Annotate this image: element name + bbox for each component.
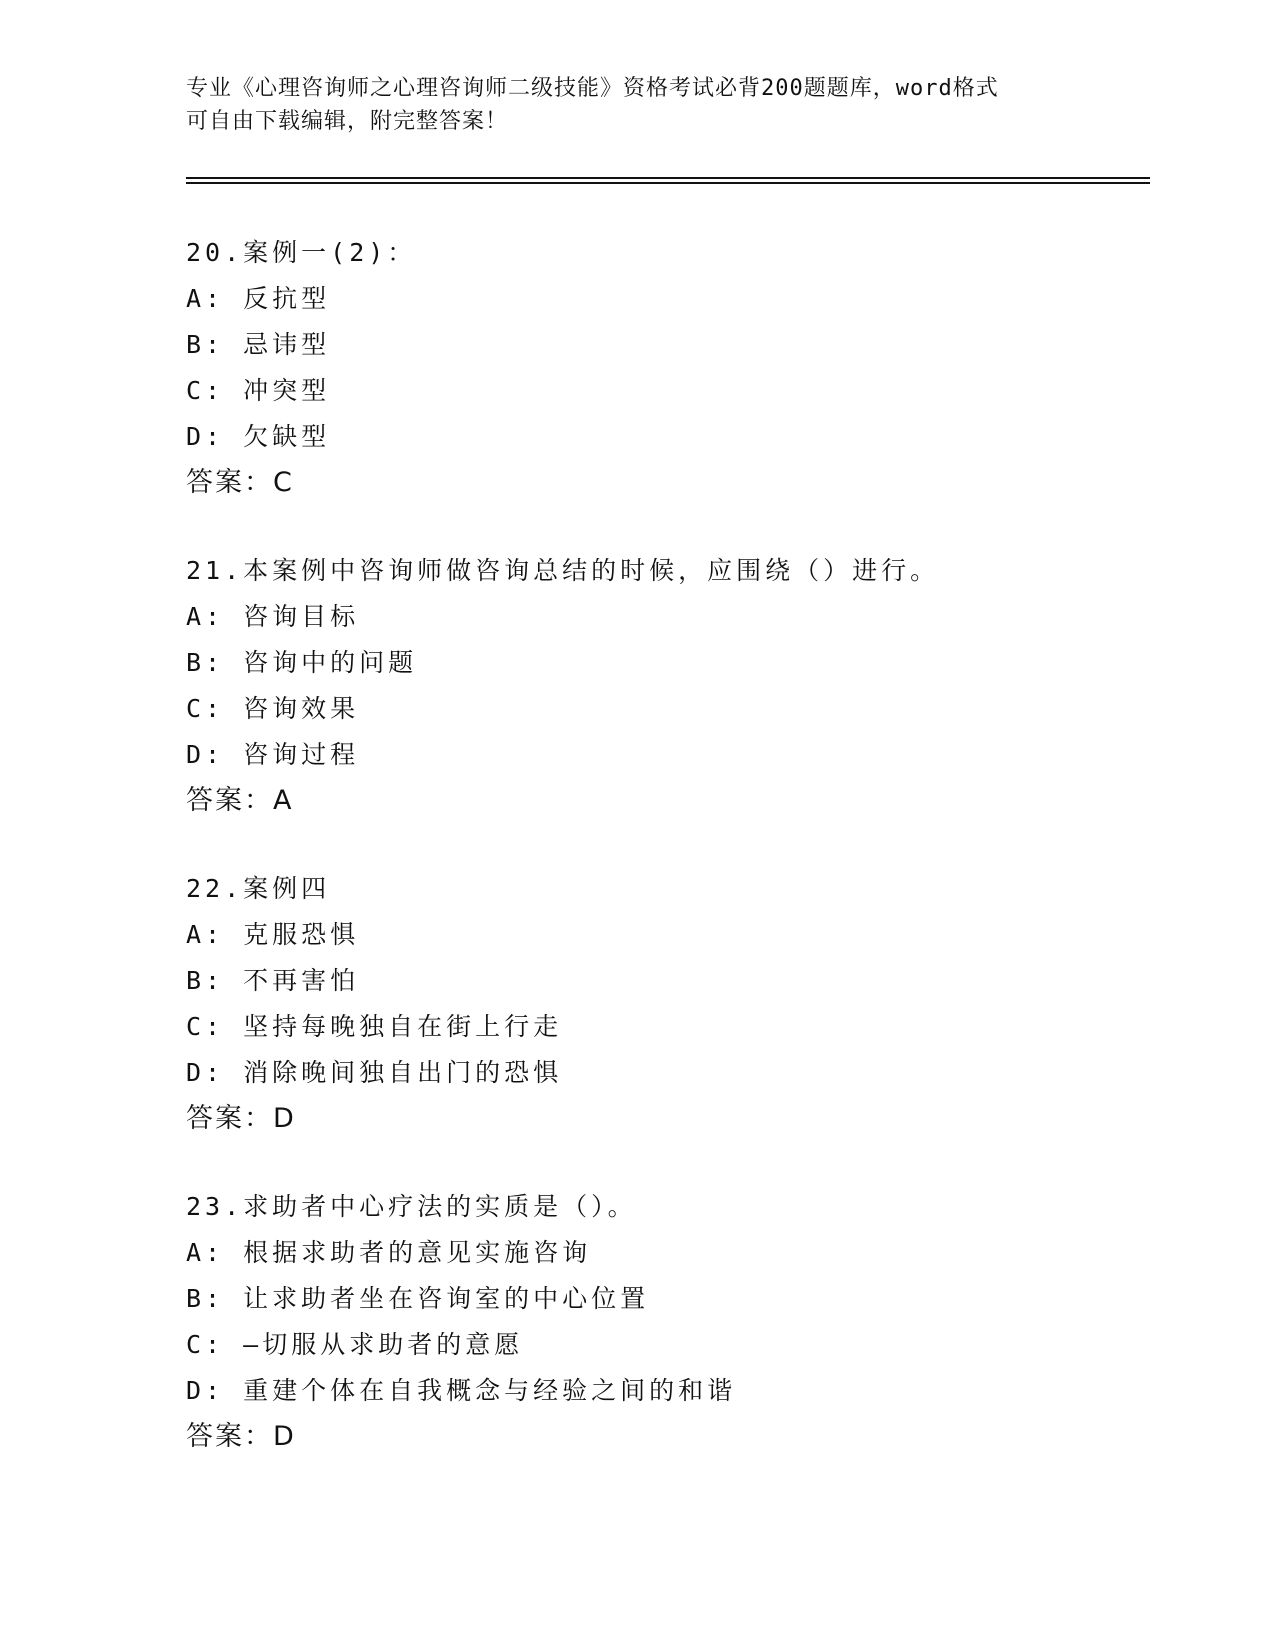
document-header bbox=[186, 72, 1086, 138]
question-stem: 20.案例一(2)： bbox=[186, 238, 417, 267]
answer-line: 答案：D bbox=[186, 1421, 296, 1452]
option-b: B: 让求助者坐在咨询室的中心位置 bbox=[186, 1284, 650, 1313]
option-a: A: 根据求助者的意见实施咨询 bbox=[186, 1238, 592, 1267]
header-divider-top bbox=[186, 177, 1150, 179]
option-c: C: 冲突型 bbox=[186, 376, 331, 405]
question-20 bbox=[186, 230, 1146, 506]
option-a: A: 咨询目标 bbox=[186, 602, 360, 631]
option-b: B: 不再害怕 bbox=[186, 966, 360, 995]
option-a: A: 反抗型 bbox=[186, 284, 331, 313]
question-list bbox=[186, 230, 1146, 1502]
option-a: A: 克服恐惧 bbox=[186, 920, 360, 949]
answer-line: 答案：C bbox=[186, 467, 294, 498]
answer-line: 答案：D bbox=[186, 1103, 296, 1134]
option-d: D: 咨询过程 bbox=[186, 740, 360, 769]
question-stem: 23.求助者中心疗法的实质是（）。 bbox=[186, 1192, 637, 1221]
header-line-2: 可自由下载编辑，附完整答案！ bbox=[186, 109, 509, 134]
option-c: C: —切服从求助者的意愿 bbox=[186, 1330, 524, 1359]
question-22 bbox=[186, 866, 1146, 1142]
option-c: C: 坚持每晚独自在街上行走 bbox=[186, 1012, 563, 1041]
option-d: D: 消除晚间独自出门的恐惧 bbox=[186, 1058, 563, 1087]
header-divider-bottom bbox=[186, 182, 1150, 184]
question-23 bbox=[186, 1184, 1146, 1460]
question-stem: 22.案例四 bbox=[186, 874, 331, 903]
option-b: B: 忌讳型 bbox=[186, 330, 331, 359]
option-d: D: 欠缺型 bbox=[186, 422, 331, 451]
option-c: C: 咨询效果 bbox=[186, 694, 360, 723]
option-b: B: 咨询中的问题 bbox=[186, 648, 418, 677]
question-21 bbox=[186, 548, 1146, 824]
header-line-1: 专业《心理咨询师之心理咨询师二级技能》资格考试必背200题题库，word格式 bbox=[186, 76, 999, 101]
question-stem: 21.本案例中咨询师做咨询总结的时候，应围绕（）进行。 bbox=[186, 556, 940, 585]
answer-line: 答案：A bbox=[186, 785, 294, 816]
option-d: D: 重建个体在自我概念与经验之间的和谐 bbox=[186, 1376, 737, 1405]
